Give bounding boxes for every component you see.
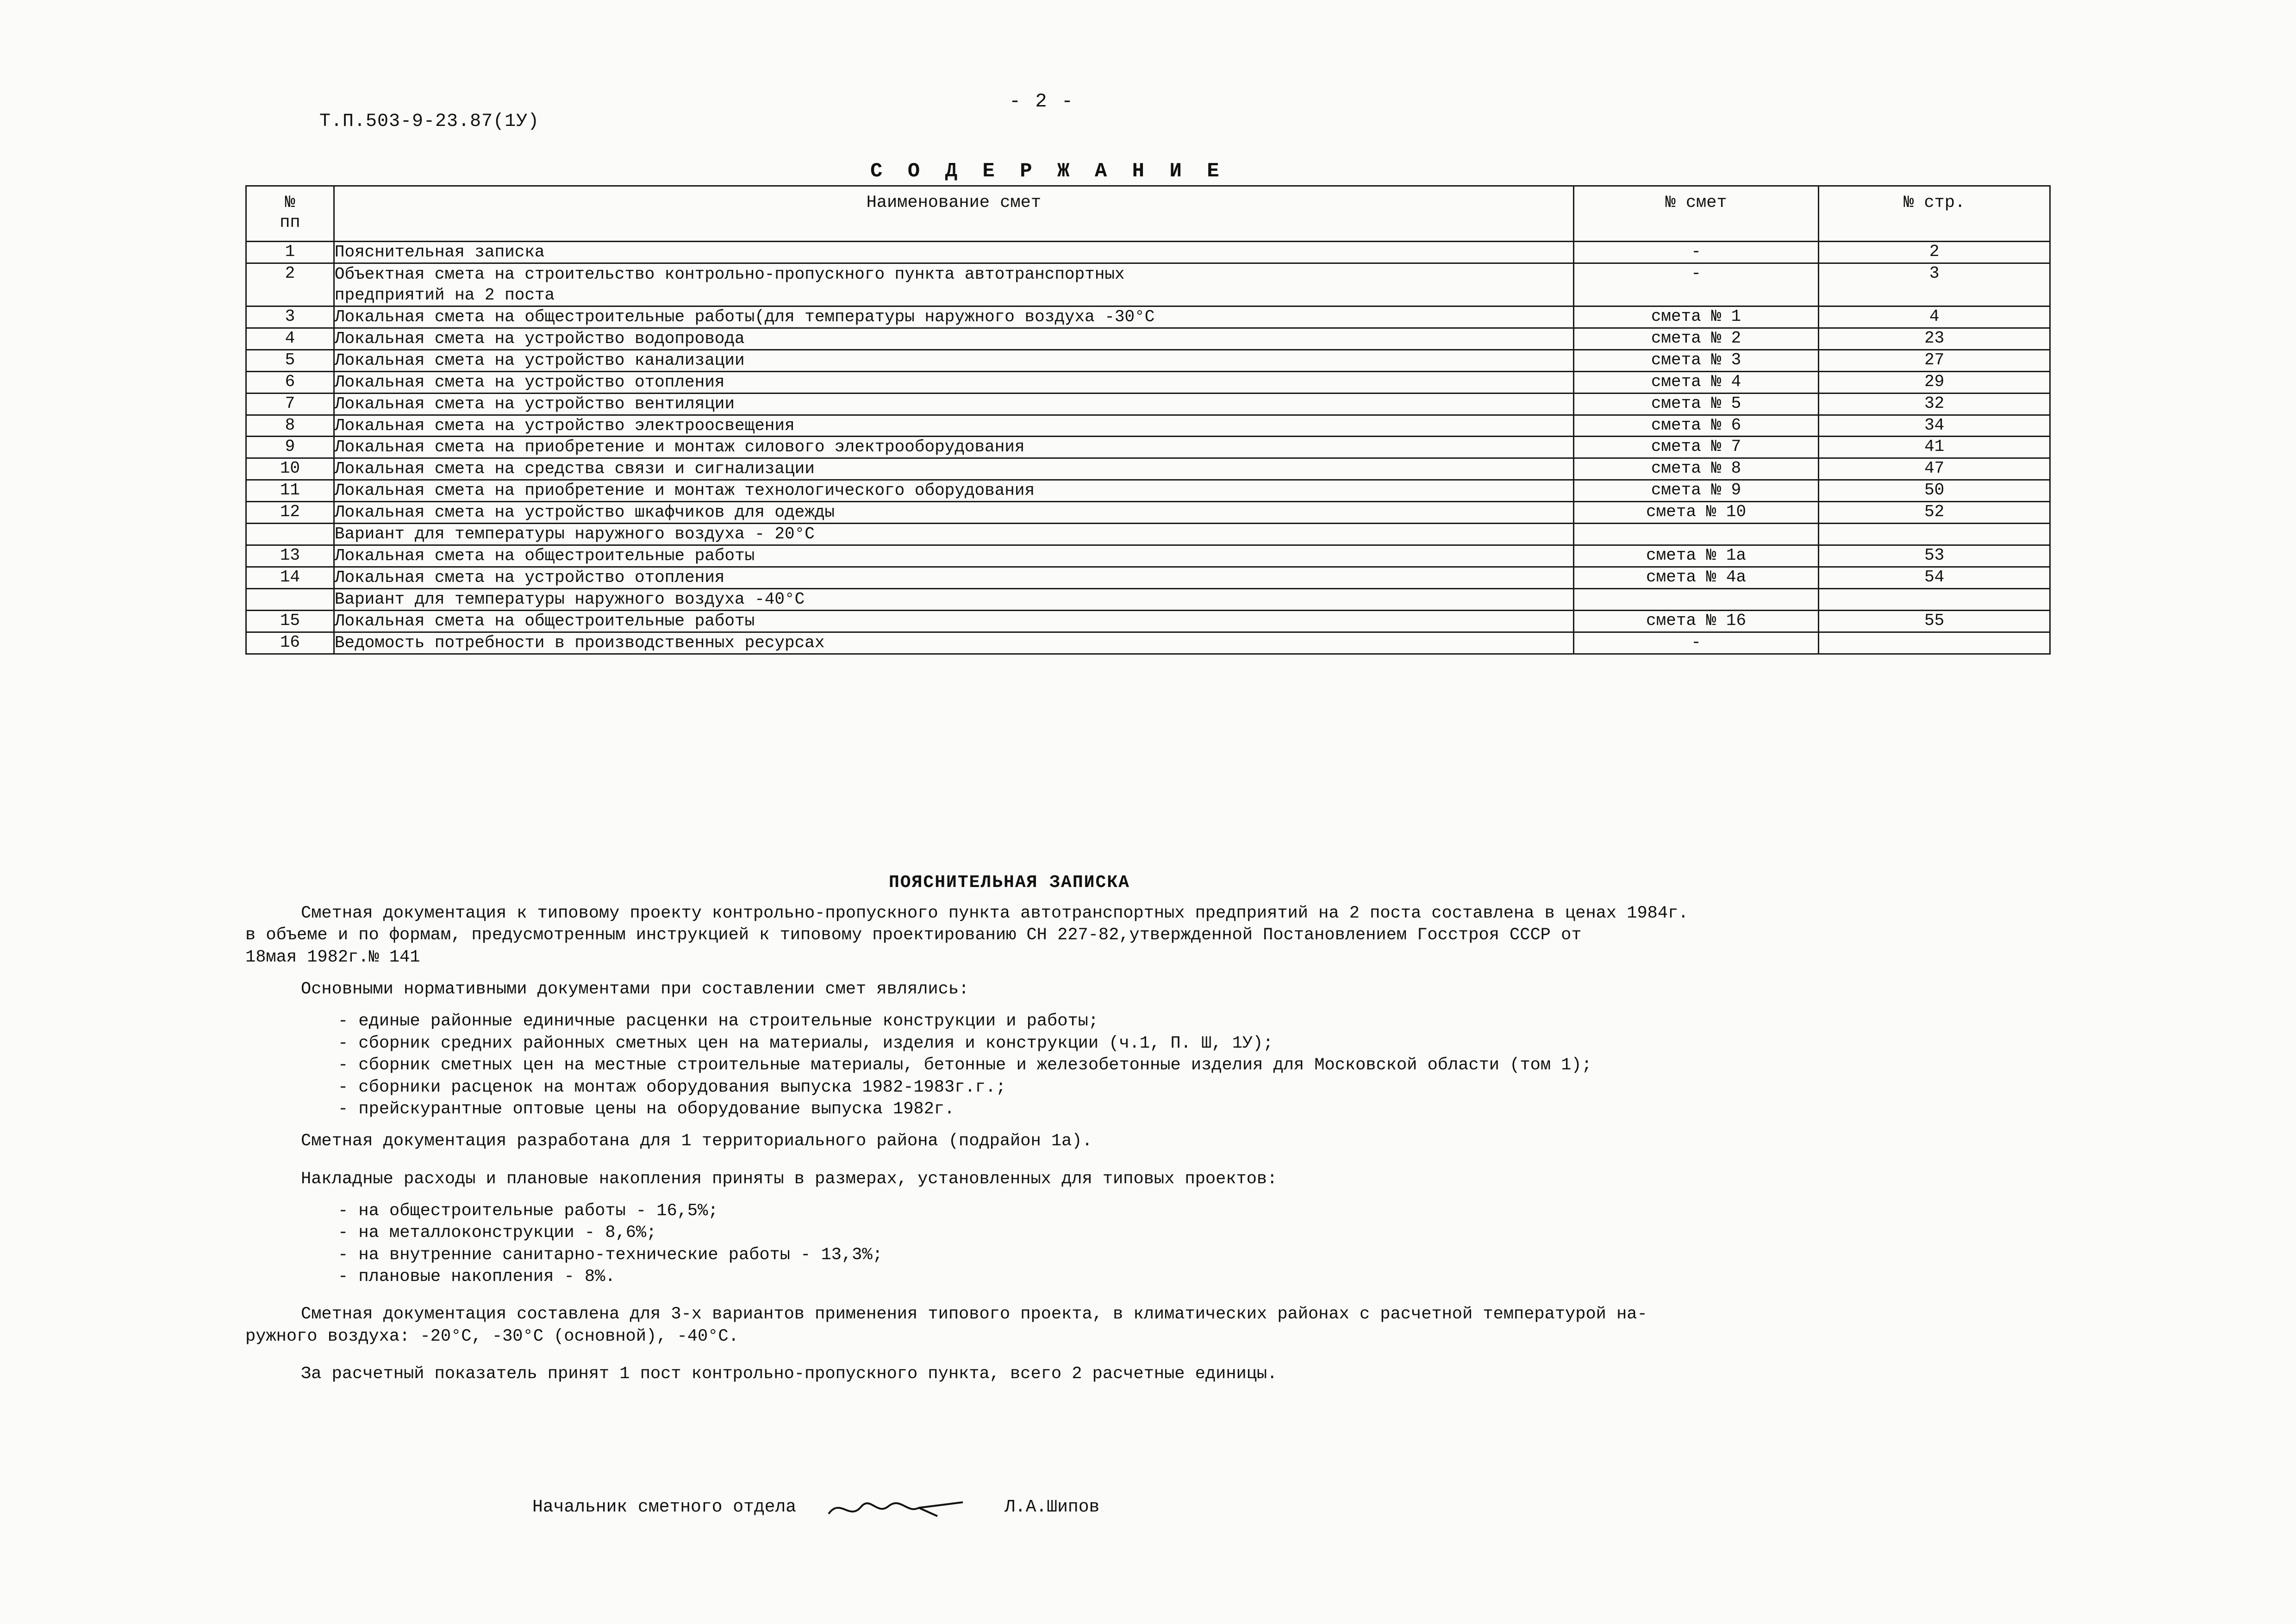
table-row [246,242,2050,263]
row-estimate-number: смета № 8 [1573,458,1819,480]
table-row [246,458,2050,480]
row-page-number: 34 [1819,415,2050,437]
normative-document-item: - прейскурантные оптовые цены на оборудование выпуска 1982г. [338,1099,955,1119]
normative-document-item: - сборник сметных цен на местные строительные материалы, бетонные и железобетонные изделия для Московской области (том 1); [338,1056,1592,1075]
row-number: 1 [246,242,334,263]
row-estimate-number: смета № 1 [1573,306,1819,328]
row-number: 16 [246,632,334,654]
row-title: Локальная смета на устройство вентиляции [334,393,1573,415]
row-title: Локальная смета на устройство электроосвещения [334,415,1573,437]
row-number: 3 [246,306,334,328]
row-page-number: 52 [1819,502,2050,524]
row-title: Локальная смета на общестроительные работы(для температуры наружного воздуха -30°С [334,306,1573,328]
row-number: 2 [246,263,334,306]
table-row [246,328,2050,350]
row-page-number: 27 [1819,350,2050,371]
table-row [246,306,2050,328]
row-title: Локальная смета на средства связи и сигнализации [334,458,1573,480]
note-paragraph-1-line-2: в объеме и по формам, предусмотренным инструкцией к типовому проектированию СН 227-82,утвержденной Постановлением Госстроя СССР от [245,925,1582,945]
row-title: Локальная смета на приобретение и монтаж технологического оборудования [334,480,1573,502]
row-estimate-number: смета № 5 [1573,393,1819,415]
row-title: Локальная смета на устройство отопления [334,371,1573,393]
row-page-number: 29 [1819,371,2050,393]
row-page-number: 2 [1819,242,2050,263]
column-header-smeta: № смет [1573,186,1819,242]
explanatory-note-body [245,903,2074,1385]
row-number: 10 [246,458,334,480]
row-estimate-number [1573,524,1819,545]
row-number: 12 [246,502,334,524]
row-number: 11 [246,480,334,502]
document-code: Т.П.503-9-23.87(1У) [319,111,540,132]
overhead-rate-item: - плановые накопления - 8%. [338,1267,616,1287]
table-row [246,393,2050,415]
row-page-number: 53 [1819,545,2050,567]
row-page-number: 3 [1819,263,2050,306]
row-estimate-number: смета № 16 [1573,610,1819,632]
column-header-page: № стр. [1819,186,2050,242]
row-number: 15 [246,610,334,632]
normative-document-item: - сборник средних районных сметных цен на материалы, изделия и конструкции (ч.1, П. Ш, 1У); [338,1033,1273,1053]
row-estimate-number: смета № 3 [1573,350,1819,371]
row-page-number: 23 [1819,328,2050,350]
table-row [246,480,2050,502]
table-row [246,350,2050,371]
normative-documents-list [245,1011,2074,1120]
signature-name: Л.А.Шипов [1004,1497,1100,1517]
note-paragraph-5-line-1: Сметная документация составлена для 3-х вариантов применения типового проекта, в климатических районах с расчетной температурой на- [301,1305,1647,1324]
explanatory-note-heading: ПОЯСНИТЕЛЬНАЯ ЗАПИСКА [889,873,1130,893]
table-row [246,263,2050,306]
row-number: 6 [246,371,334,393]
note-paragraph-6: За расчетный показатель принят 1 пост контрольно-пропускного пункта, всего 2 расчетные единицы. [301,1364,1278,1384]
row-page-number: 4 [1819,306,2050,328]
normative-document-item: - сборники расценок на монтаж оборудования выпуска 1982-1983г.г.; [338,1077,1006,1097]
note-paragraph-1-line-3: 18мая 1982г.№ 141 [245,947,420,967]
row-page-number [1819,588,2050,610]
note-paragraph-5-line-2: ружного воздуха: -20°С, -30°С (основной), -40°С. [245,1326,739,1346]
table-row [246,610,2050,632]
contents-table [245,185,2051,655]
overhead-rate-item: - на внутренние санитарно-технические работы - 13,3%; [338,1245,883,1265]
row-estimate-number: смета № 1а [1573,545,1819,567]
contents-heading: С О Д Е Р Ж А Н И Е [870,160,1226,183]
note-paragraph-3: Сметная документация разработана для 1 территориального района (подрайон 1а). [301,1131,1092,1151]
row-number [246,588,334,610]
row-number: 7 [246,393,334,415]
overheads-list [245,1200,2074,1288]
table-row [246,415,2050,437]
row-page-number: 50 [1819,480,2050,502]
table-row [246,524,2050,545]
row-title: Локальная смета на устройство канализации [334,350,1573,371]
row-title: Вариант для температуры наружного воздуха - 20°С [334,524,1573,545]
row-number: 13 [246,545,334,567]
signature-role: Начальник сметного отдела [532,1497,797,1517]
row-title: Ведомость потребности в производственных ресурсах [334,632,1573,654]
row-number: 9 [246,437,334,458]
row-title: Локальная смета на общестроительные работы [334,610,1573,632]
row-estimate-number: смета № 4 [1573,371,1819,393]
note-paragraph-4: Накладные расходы и плановые накопления приняты в размерах, установленных для типовых проектов: [301,1169,1278,1189]
row-title: Объектная смета на строительство контрольно-пропускного пункта автотранспортных предприятий на 2 поста [334,263,1573,306]
table-row [246,437,2050,458]
row-title: Локальная смета на устройство шкафчиков для одежды [334,502,1573,524]
row-title: Пояснительная записка [334,242,1573,263]
row-estimate-number: - [1573,632,1819,654]
table-row [246,567,2050,588]
row-estimate-number: - [1573,242,1819,263]
page-number: - 2 - [1009,90,1075,112]
row-number: 4 [246,328,334,350]
row-page-number: 54 [1819,567,2050,588]
row-title: Локальная смета на устройство отопления [334,567,1573,588]
row-page-number: 41 [1819,437,2050,458]
table-row [246,545,2050,567]
row-title: Локальная смета на приобретение и монтаж силового электрооборудования [334,437,1573,458]
column-header-number-line2: пп [280,212,300,232]
row-number: 8 [246,415,334,437]
table-row [246,588,2050,610]
row-title: Вариант для температуры наружного воздуха -40°С [334,588,1573,610]
row-page-number: 32 [1819,393,2050,415]
overhead-rate-item: - на общестроительные работы - 16,5%; [338,1201,718,1221]
table-row [246,632,2050,654]
row-page-number: 47 [1819,458,2050,480]
note-paragraph-1-line-1: Сметная документация к типовому проекту контрольно-пропускного пункта автотранспортных предприятий на 2 поста составлена в ценах 1984г. [301,904,1689,923]
row-title: Локальная смета на устройство водопровода [334,328,1573,350]
row-estimate-number: - [1573,263,1819,306]
column-header-name: Наименование смет [334,186,1573,242]
column-header-number-line1: № [285,193,295,212]
row-estimate-number: смета № 6 [1573,415,1819,437]
row-estimate-number [1573,588,1819,610]
handwritten-signature-icon [824,1493,977,1521]
table-row [246,502,2050,524]
row-page-number [1819,632,2050,654]
row-title: Локальная смета на общестроительные работы [334,545,1573,567]
row-estimate-number: смета № 2 [1573,328,1819,350]
signature-block [532,1493,1099,1521]
overhead-rate-item: - на металлоконструкции - 8,6%; [338,1223,657,1243]
row-page-number: 55 [1819,610,2050,632]
row-page-number [1819,524,2050,545]
table-header-row [246,186,2050,242]
row-estimate-number: смета № 4а [1573,567,1819,588]
row-number [246,524,334,545]
note-paragraph-2: Основными нормативными документами при составлении смет являлись: [301,980,969,999]
row-estimate-number: смета № 10 [1573,502,1819,524]
row-number: 14 [246,567,334,588]
column-header-number [246,186,334,242]
row-estimate-number: смета № 7 [1573,437,1819,458]
table-row [246,371,2050,393]
normative-document-item: - единые районные единичные расценки на строительные конструкции и работы; [338,1012,1099,1031]
row-number: 5 [246,350,334,371]
row-estimate-number: смета № 9 [1573,480,1819,502]
